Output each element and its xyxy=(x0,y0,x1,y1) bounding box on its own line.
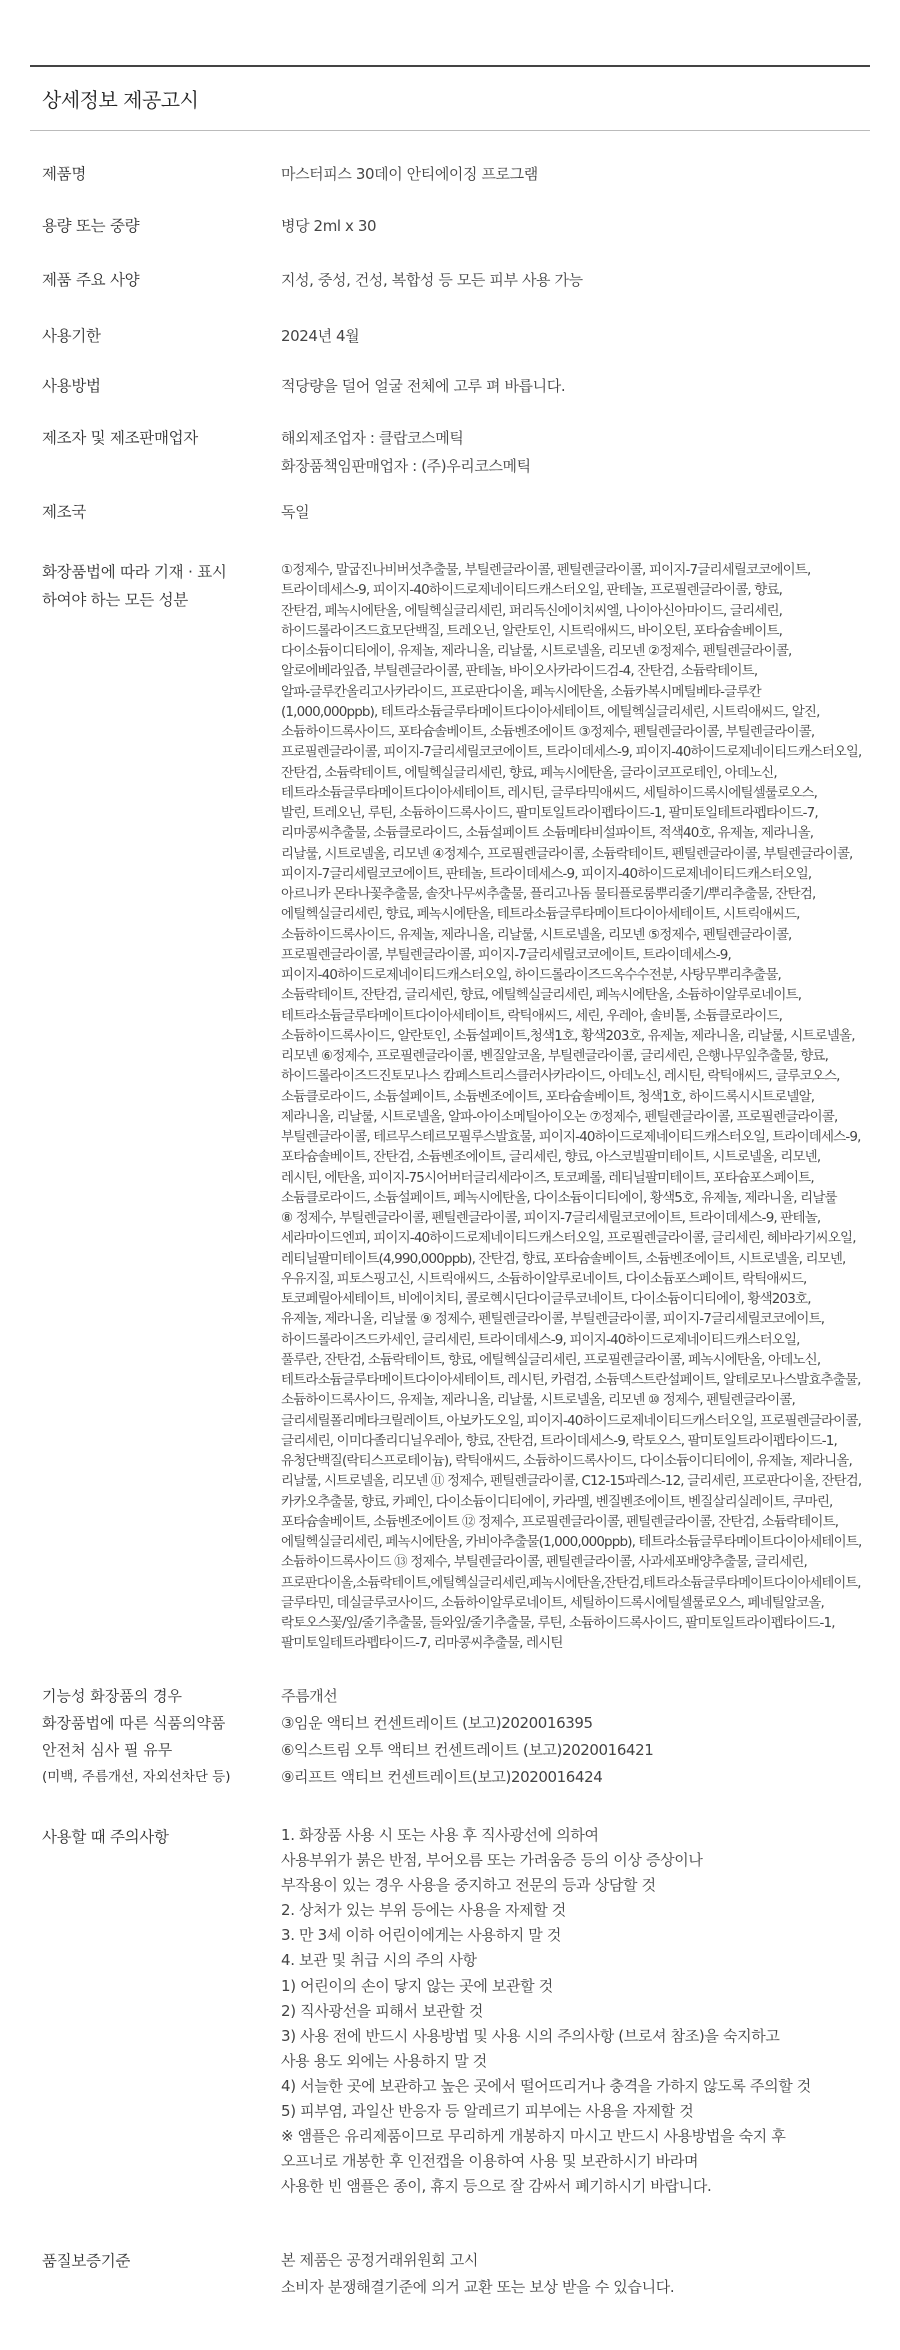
caution-label: 사용할 때 주의사항 xyxy=(42,1828,169,1846)
ingredients-line: 트라이데세스-9, 피이지-40하이드로제네이티드캐스터오일, 판테놀, 프로필렌글라이콜, 향료, xyxy=(281,582,783,599)
caution-line: 1. 화장품 사용 시 또는 사용 후 직사광선에 의하여 xyxy=(281,1826,599,1844)
caution-line: 3. 만 3세 이하 어린이에게는 사용하지 말 것 xyxy=(281,1926,561,1945)
functional-line: ③임운 액티브 컨센트레이트 (보고)2020016395 xyxy=(281,1714,593,1732)
ingredients-line: 소듐락테이트, 잔탄검, 글리세린, 향료, 에틸헥실글리세린, 페녹시에탄올, 소듐하이알루로네이트, xyxy=(281,987,802,1004)
functional-label xyxy=(42,1683,272,1791)
expiry-value: 2024년 4월 xyxy=(281,327,360,345)
manufacturer-label: 제조자 및 제조판매업자 xyxy=(42,429,198,447)
ingredients-label-line: 화장품법에 따라 기재 · 표시 xyxy=(42,563,227,581)
ingredients-line: 소듐하이드록사이드, 유제놀, 제라니올, 리날룰, 시트로넬올, 리모넨 ⑤정제수, 펜틸렌글라이콜, xyxy=(281,926,792,943)
ingredients-label-line: 하여야 하는 모든 성분 xyxy=(42,591,188,609)
ingredients-line: 부틸렌글라이콜, 테르무스테르모필루스발효물, 피이지-40하이드로제네이티드캐스터오일, 트라이데세스-9, xyxy=(281,1129,861,1145)
ingredients-line: 포타슘솔베이트, 소듐벤조에이트 ⑫ 정제수, 프로필렌글라이콜, 펜틸렌글라이콜, 잔탄검, 소듐락테이트, xyxy=(281,1513,839,1530)
ingredients-line: 리날룰, 시트로넬올, 리모넨 ④정제수, 프로필렌글라이콜, 소듐락테이트, 펜틸렌글라이콜, 부틸렌글라이콜, xyxy=(281,845,853,862)
caution-line: 오프너로 개봉한 후 인전캡을 이용하여 사용 및 보관하시기 바라며 xyxy=(281,2152,699,2171)
ingredients-line: 세라마이드엔피, 피이지-40하이드로제네이티드캐스터오일, 프로필렌글라이콜, 글리세린, 헤바라기씨오일, xyxy=(281,1230,856,1247)
caution-line: 2. 상처가 있는 부위 등에는 사용을 자제할 것 xyxy=(281,1901,566,1920)
country-value: 독일 xyxy=(281,503,310,521)
ingredients-line: 프로판다이올,소듐락테이트,에틸헥실글리세린,페녹시에탄올,잔탄검,테트라소듐글루타메이트다이아세테이트, xyxy=(281,1574,861,1591)
quality-line: 소비자 분쟁해결기준에 의거 교환 또는 보상 받을 수 있습니다. xyxy=(281,2278,675,2296)
top-divider xyxy=(30,65,870,67)
manufacturer-value xyxy=(281,424,861,480)
ingredients-line: 토코페릴아세테이트, 비에이치티, 콜로혝시딘다이글루코네이트, 다이소듐이디티에이, 황색203호, xyxy=(281,1291,811,1307)
ingredients-line: 소듐하이드록사이드, 포타슘솔베이트, 소듐벤조에이트 ③정제수, 펜틸렌글라이콜, 부틸렌글라이콜, xyxy=(281,724,815,740)
functional-line: ⑥익스트림 오투 액티브 컨센트레이트 (보고)2020016421 xyxy=(281,1741,654,1759)
functional-line: 주름개선 xyxy=(281,1687,338,1705)
ingredients-line: 하이드롤라이즈드효모단백질, 트레오닌, 알란토인, 시트릭애씨드, 바이오틴, 포타슘솔베이트, xyxy=(281,622,783,639)
functional-label-line: (미백, 주름개선, 자외선차단 등) xyxy=(42,1769,231,1785)
ingredients-line: 발린, 트레오닌, 루틴, 소듐하이드록사이드, 팔미토일트라이펩타이드-1, 팔미토일테트라펩타이드-7, xyxy=(281,805,818,821)
volume-label: 용량 또는 중량 xyxy=(42,217,140,235)
ingredients-line: 레시틴, 에탄올, 피이지-75시어버터글리세라이즈, 토코페롤, 레티닐팔미테이트, 포타슘포스페이트, xyxy=(281,1169,814,1186)
section-title: 상세정보 제공고시 xyxy=(42,88,199,112)
ingredients-line: 알파-글루칸올리고사카라이드, 프로판다이올, 페녹시에탄올, 소듐카복시메틸베타-글루칸 xyxy=(281,683,761,700)
volume-value: 병당 2ml x 30 xyxy=(281,217,377,235)
ingredients-line: 포타슘솔베이트, 잔탄검, 소듐벤조에이트, 글리세린, 향료, 아스코빌팔미테이트, 시트로넬올, 리모넨, xyxy=(281,1149,821,1166)
ingredients-line: 팔미토일테트라펩타이드-7, 리마콩씨추출물, 레시틴 xyxy=(281,1635,563,1652)
quality-line: 본 제품은 공정거래위원회 고시 xyxy=(281,2251,479,2269)
product-name-label: 제품명 xyxy=(42,165,87,183)
ingredients-line: 테트라소듐글루타메이트다이아세테이트, 레시틴, 카렴검, 소듐덱스트란설페이트, 알테로모나스발효추출물, xyxy=(281,1372,861,1388)
country-label: 제조국 xyxy=(42,503,87,521)
ingredients-line: 프로필렌글라이콜, 부틸렌글라이콜, 피이지-7글리세릴코코에이트, 트라이데세스-9, xyxy=(281,946,731,963)
ingredients-line: 우유지질, 피토스핑고신, 시트릭애씨드, 소듐하이알루로네이트, 다이소듐포스페이트, 락틱애씨드, xyxy=(281,1270,807,1287)
ingredients-line: 유제놀, 제라니올, 리날룰 ⑨ 정제수, 펜틸렌글라이콜, 부틸렌글라이콜, 피이지-7글리세릴코코에이트, xyxy=(281,1311,825,1328)
ingredients-line: 유청단백질(락티스프로테이늄), 락틱애씨드, 소듐하이드록사이드, 다이소듐이디티에이, 유제놀, 제라니올, xyxy=(281,1453,852,1469)
ingredients-line: 하이드롤라이즈드카세인, 글리세린, 트라이데세스-9, 피이지-40하이드로제네이티드캐스터오일, xyxy=(281,1331,800,1348)
ingredients-line: ⑧ 정제수, 부틸렌글라이콜, 펜틸렌글라이콜, 피이지-7글리세릴코코에이트, 트라이데세스-9, 판테놀, xyxy=(281,1210,821,1226)
usage-label: 사용방법 xyxy=(42,377,101,395)
ingredients-line: 레티닐팔미테이트(4,990,000ppb), 잔탄검, 향료, 포타슘솔베이트, 소듐벤조에이트, 시트로넬올, 리모넨, xyxy=(281,1250,846,1267)
ingredients-line: 풀루란, 잔탄검, 소듐락테이트, 향료, 에틸헥실글리세린, 프로필렌글라이콜, 페녹시에탄올, 아데노신, xyxy=(281,1351,821,1368)
manufacturer-line: 해외제조업자 : 클랍코스메틱 xyxy=(281,429,464,447)
functional-label-line: 기능성 화장품의 경우 xyxy=(42,1687,182,1705)
quality-value xyxy=(281,2247,871,2301)
ingredients-line: 아르니카 몬타나꽃추출물, 솔잣나무씨추출물, 플리고나돔 물티플로룸뿌리줄기/뿌리추출물, 잔탄검, xyxy=(281,886,816,902)
ingredients-line: 락토오스꽃/잎/줄기추출물, 들와잎/줄기추출물, 루틴, 소듐하이드록사이드, 팔미토일트라이펩타이드-1, xyxy=(281,1615,835,1631)
ingredients-line: 소듐하이드록사이드 ⑬ 정제수, 부틸렌글라이콜, 펜틸렌글라이콜, 사과세포배양추출물, 글리세린, xyxy=(281,1554,807,1571)
functional-value xyxy=(281,1683,861,1791)
functional-label-line: 안전처 심사 필 유무 xyxy=(42,1741,173,1759)
ingredients-list xyxy=(281,560,861,1654)
ingredients-line: 소듐클로라이드, 소듐설페이트, 페녹시에탄올, 다이소듐이디티에이, 황색5호, 유제놀, 제라니올, 리날룰 xyxy=(281,1189,837,1206)
title-divider xyxy=(30,130,870,131)
ingredients-line: 제라니올, 리날룰, 시트로넬올, 알파-아이소메틸아이오논 ⑦정제수, 펜틸렌글라이콜, 프로필렌글라이콜, xyxy=(281,1108,838,1125)
ingredients-line: 테트라소듐글루타메이트다이아세테이트, 레시틴, 글루타믹애씨드, 세틸하이드록시에틸셀룰로오스, xyxy=(281,784,818,801)
ingredients-line: 에틸헥실글리세린, 페녹시에탄올, 카비아추출물(1,000,000ppb), 테트라소듐글루타메이트다이아세테이트, xyxy=(281,1534,862,1550)
ingredients-line: 테트라소듐글루타메이트다이아세테이트, 락틱애씨드, 세린, 우레아, 솔비톨, 소듐클로라이드, xyxy=(281,1007,783,1024)
ingredients-line: 잔탄검, 페녹시에탄올, 에틸헥실글리세린, 퍼리독신에이치씨엘, 나이아신아마이드, 글리세린, xyxy=(281,602,783,619)
caution-line: 4. 보관 및 취급 시의 주의 사항 xyxy=(281,1951,477,1970)
ingredients-line: 글리세린, 이미다졸리디닐우레아, 향료, 잔탄검, 트라이데세스-9, 락토오스, 팔미토일트라이펩타이드-1, xyxy=(281,1432,837,1449)
caution-line: 사용한 빈 앰플은 종이, 휴지 등으로 잘 감싸서 폐기하시기 바랍니다. xyxy=(281,2177,712,2196)
expiry-label: 사용기한 xyxy=(42,327,101,345)
functional-label-line: 화장품법에 따른 식품의약품 xyxy=(42,1714,226,1732)
caution-line: 5) 피부염, 과일산 반응자 등 알레르기 피부에는 사용을 자제할 것 xyxy=(281,2102,694,2121)
usage-value: 적당량을 덜어 얼굴 전체에 고루 펴 바릅니다. xyxy=(281,377,566,395)
ingredients-line: 리날룰, 시트로넬올, 리모넨 ⑪ 정제수, 펜틸렌글라이콜, C12-15파레스-12, 글리세린, 프로판다이올, 잔탄검, xyxy=(281,1473,862,1490)
ingredients-line: 에틸헥실글리세린, 향료, 페녹시에탄올, 테트라소듐글루타메이트다이아세테이트, 시트릭애씨드, xyxy=(281,906,800,923)
ingredients-line: 잔탄검, 소듐락테이트, 에틸헥실글리세린, 향료, 페녹시에탄올, 글라이코프로테인, 아데노신, xyxy=(281,764,777,781)
ingredients-line: 리모넨 ⑥정제수, 프로필렌글라이콜, 벤질알코올, 부틸렌글라이콜, 글리세린, 은행나무잎추출물, 향료, xyxy=(281,1048,829,1064)
ingredients-line: 소듐클로라이드, 소듐설페이트, 소듐벤조에이트, 포타슘솔베이트, 청색1호, 하이드록시시트로넬알, xyxy=(281,1088,815,1105)
ingredients-line: 피이지-40하이드로제네이티드캐스터오일, 하이드롤라이즈드옥수수전분, 사탕무뿌리추출물, xyxy=(281,967,781,983)
ingredients-line: 다이소듐이디티에이, 유제놀, 제라니올, 리날룰, 시트로넬올, 리모넨 ②정제수, 펜틸렌글라이콜, xyxy=(281,643,792,659)
manufacturer-line: 화장품책임판매업자 : (주)우리코스메틱 xyxy=(281,457,531,475)
product-name-value: 마스터피스 30데이 안티에이징 프로그램 xyxy=(281,165,538,183)
ingredients-line: 리마콩씨추출물, 소듐클로라이드, 소듐설페이트 소듐메타비설파이트, 적색40호, 유제놀, 제라니올, xyxy=(281,825,814,842)
quality-label: 품질보증기준 xyxy=(42,2252,131,2270)
caution-line: 사용 용도 외에는 사용하지 말 것 xyxy=(281,2051,487,2070)
ingredients-line: (1,000,000ppb), 테트라소듐글루타메이트다이아세테이트, 에틸헥실글리세린, 시트릭애씨드, 알진, xyxy=(281,703,820,720)
spec-value: 지성, 중성, 건성, 복합성 등 모든 피부 사용 가능 xyxy=(281,271,583,289)
ingredients-line: 카카오추출물, 향료, 카페인, 다이소듐이디티에이, 카라멜, 벤질벤조에이트, 벤질살리실레이트, 쿠마린, xyxy=(281,1493,833,1510)
caution-line: 3) 사용 전에 반드시 사용방법 및 사용 시의 주의사항 (브로셔 참조)을 숙지하고 xyxy=(281,2026,780,2045)
ingredients-label xyxy=(42,558,272,614)
caution-line: 2) 직사광선을 피해서 보관할 것 xyxy=(281,2001,484,2020)
caution-line: 1) 어린이의 손이 닿지 않는 곳에 보관할 것 xyxy=(281,1976,553,1995)
ingredients-line: 알로에베라잎즙, 부틸렌글라이콜, 판테놀, 바이오사카라이드검-4, 잔탄검, 소듐락테이트, xyxy=(281,663,758,680)
caution-line: 사용부위가 붉은 반점, 부어오름 또는 가려움증 등의 이상 증상이나 xyxy=(281,1851,703,1870)
ingredients-line: 글루타민, 데실글루코사이드, 소듐하이알루로네이트, 세틸하이드록시에틸셀룰로오스, 페네틸알코올, xyxy=(281,1594,824,1611)
functional-line: ⑨리프트 액티브 컨센트레이트(보고)2020016424 xyxy=(281,1768,603,1786)
ingredients-line: 글리세릴폴리메타크릴레이트, 아보카도오일, 피이지-40하이드로제네이티드캐스터오일, 프로필렌글라이콜, xyxy=(281,1412,861,1429)
ingredients-line: 피이지-7글리세릴코코에이트, 판테놀, 트라이데세스-9, 피이지-40하이드로제네이티드캐스터오일, xyxy=(281,865,812,882)
ingredients-line: 하이드롤라이즈드진토모나스 캄페스트리스클러사카라이드, 아데노신, 레시틴, 락틱애씨드, 글루코오스, xyxy=(281,1068,840,1085)
caution-line: 부작용이 있는 경우 사용을 중지하고 전문의 등과 상담할 것 xyxy=(281,1876,656,1895)
caution-list xyxy=(281,1823,871,2199)
ingredients-line: 소듐하이드록사이드, 유제놀, 제라니올, 리날룰, 시트로넬올, 리모넨 ⑩ 정제수, 펜틸렌글라이콜, xyxy=(281,1392,795,1409)
caution-line: ※ 앰플은 유리제품이므로 무리하게 개봉하지 마시고 반드시 사용방법을 숙지 후 xyxy=(281,2127,786,2146)
ingredients-line: ①정제수, 말굽진나비버섯추출물, 부틸렌글라이콜, 펜틸렌글라이콜, 피이지-7글리세릴코코에이트, xyxy=(281,562,811,578)
caution-line: 4) 서늘한 곳에 보관하고 높은 곳에서 떨어뜨리거나 충격을 가하지 않도록 주의할 것 xyxy=(281,2076,811,2095)
spec-label: 제품 주요 사양 xyxy=(42,271,140,289)
ingredients-line: 프로필렌글라이콜, 피이지-7글리세릴코코에이트, 트라이데세스-9, 피이지-40하이드로제네이티드캐스터오일, xyxy=(281,744,862,761)
ingredients-line: 소듐하이드록사이드, 알란토인, 소듐설페이트,청색1호, 황색203호, 유제놀, 제라니올, 리날룰, 시트로넬올, xyxy=(281,1027,855,1044)
